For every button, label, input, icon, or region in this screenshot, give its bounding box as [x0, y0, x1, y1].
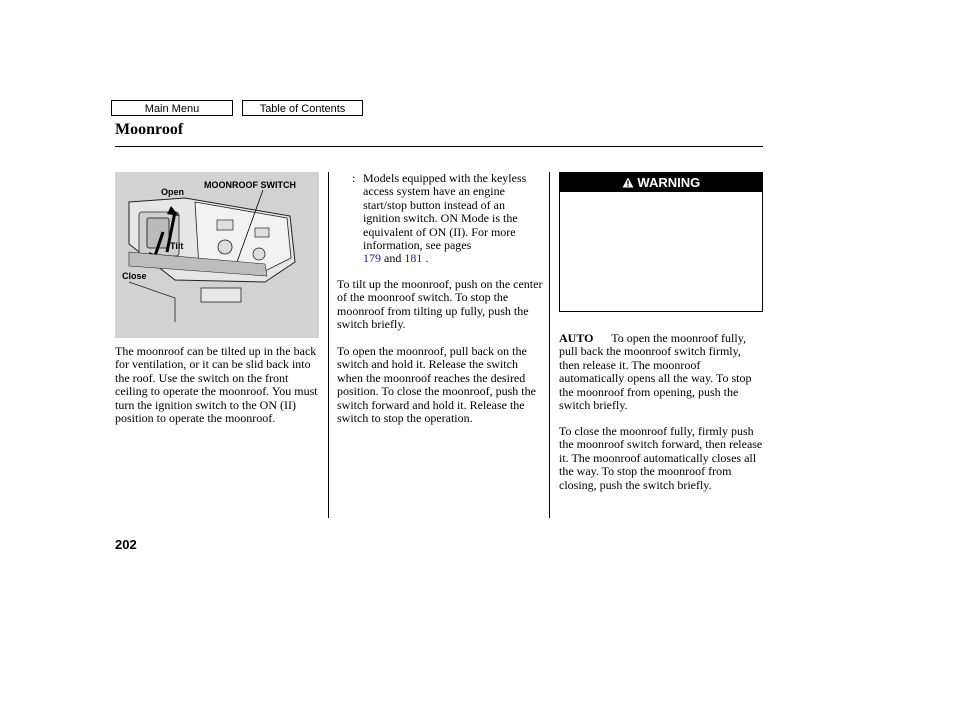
- warning-header: [560, 173, 762, 192]
- figure-label-moonroof-switch: MOONROOF SWITCH: [204, 180, 296, 190]
- page-number: 202: [115, 537, 137, 552]
- tilt-paragraph: To tilt up the moonroof, push on the center of the moonroof switch. To stop the moonroof from tilting up fully, push the switch briefly.: [337, 277, 543, 332]
- note-and: and: [384, 251, 402, 266]
- keyless-note-text: Models equipped with the keyless access system have an engine start/stop button instead of an ignition switch. ON Mode is the equivalent of ON (II). For more information, see pages: [363, 171, 527, 253]
- figure-label-tilt: Tilt: [170, 241, 184, 251]
- auto-label: AUTO: [559, 331, 594, 345]
- open-paragraph: To open the moonroof, pull back on the switch and hold it. Release the switch when the moonroof reaches the desired position. To close the moonroof, push the switch forward and hold it. Release the switch to stop the operation.: [337, 344, 536, 426]
- figure-label-open: Open: [161, 187, 185, 197]
- moonroof-switch-figure: [115, 172, 319, 338]
- page-title: Moonroof: [115, 121, 184, 138]
- moonroof-console-illustration: [115, 172, 319, 338]
- warning-box: [559, 172, 763, 312]
- auto-paragraph: [559, 332, 764, 412]
- moonroof-intro-paragraph: The moonroof can be tilted up in the back for ventilation, or it can be slid back into the roof. Use the switch on the front ceiling to operate the moonroof. You must turn the ignition switch to the ON (II) position to operate the moonroof.: [115, 344, 318, 426]
- column-divider-2: [549, 172, 550, 518]
- auto-text: To open the moonroof fully, pull back the moonroof switch firmly, then release it. The moonroof automatically opens all the way. To stop the moonroof from opening, push the switch briefly.: [559, 331, 752, 413]
- keyless-note: [363, 172, 543, 266]
- main-menu-button[interactable]: Main Menu: [111, 100, 233, 116]
- warning-label: WARNING: [637, 175, 701, 190]
- page-link-181[interactable]: 181: [404, 251, 423, 266]
- note-period: .: [425, 251, 429, 266]
- column-divider-1: [328, 172, 329, 518]
- title-rule: [115, 146, 763, 147]
- page-link-179[interactable]: 179: [363, 251, 381, 266]
- note-colon: :: [352, 171, 356, 185]
- table-of-contents-button[interactable]: Table of Contents: [242, 100, 363, 116]
- figure-label-close: Close: [122, 271, 147, 281]
- close-paragraph: To close the moonroof fully, firmly push the moonroof switch forward, then release it. The moonroof automatically closes all the way. To stop the moonroof from closing, push the switch briefly.: [559, 424, 763, 492]
- warning-triangle-icon: [622, 177, 634, 188]
